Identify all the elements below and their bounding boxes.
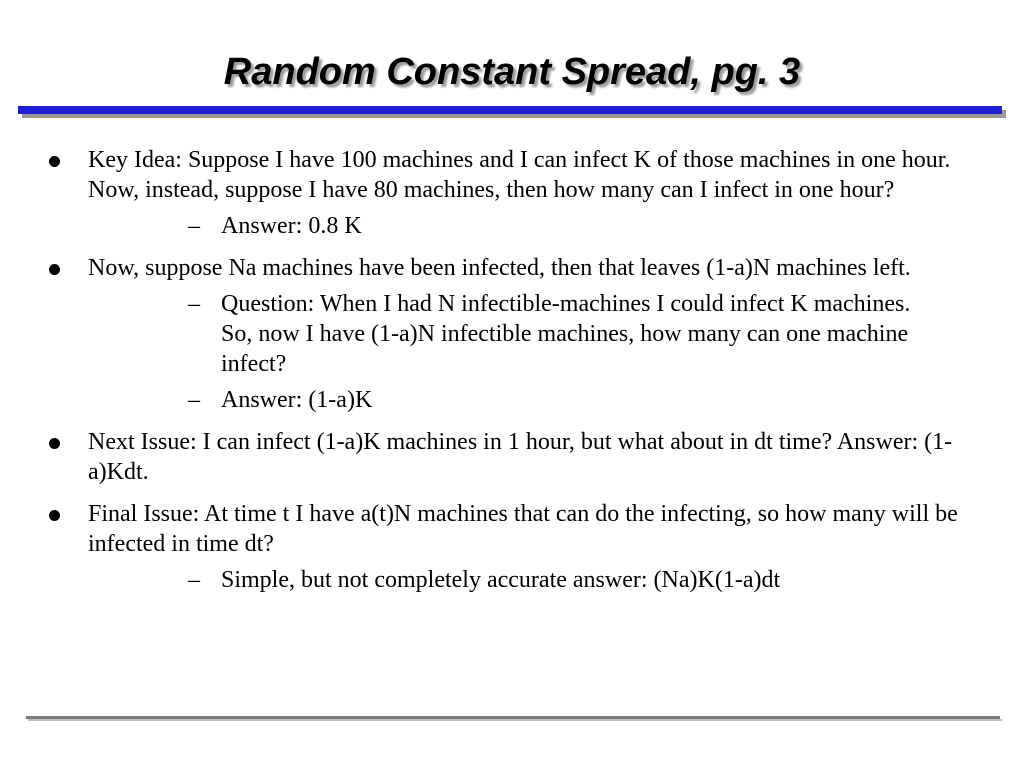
- bullet-item: [0, 253, 1024, 415]
- slide-content: [0, 145, 1024, 607]
- bullet-text: Now, suppose Na machines have been infected, then that leaves (1-a)N machines left.: [88, 255, 911, 281]
- dash-icon: –: [188, 387, 200, 413]
- bullet-item: [0, 427, 1024, 487]
- bullet-item: [0, 145, 1024, 241]
- sub-bullet-item: [88, 289, 984, 379]
- bullet-dot-icon: [49, 438, 60, 449]
- sub-bullet-item: [88, 565, 984, 595]
- title-rule: [18, 106, 1002, 114]
- bullet-item: [0, 499, 1024, 595]
- bottom-rule: [26, 716, 1000, 719]
- bullet-text: Final Issue: At time t I have a(t)N machines that can do the infecting, so how many will be infected in time dt?: [88, 501, 958, 557]
- dash-icon: –: [188, 213, 200, 239]
- sub-bullet-text: Question: When I had N infectible-machines I could infect K machines. So, now I have (1-a)N infectible machines, how many can one machine infect?: [221, 291, 911, 377]
- slide-title: Random Constant Spread, pg. 3: [223, 51, 801, 93]
- dash-icon: –: [188, 567, 200, 593]
- sub-bullet-text: Answer: (1-a)K: [221, 387, 373, 413]
- bottom-rule-shadow: [28, 719, 1002, 721]
- sub-bullet-item: [88, 385, 984, 415]
- bullet-text: Next Issue: I can infect (1-a)K machines in 1 hour, but what about in dt time? Answer: (1-a)Kdt.: [88, 429, 953, 485]
- dash-icon: –: [188, 291, 200, 317]
- sub-bullet-text: Answer: 0.8 K: [221, 213, 362, 239]
- bullet-dot-icon: [49, 510, 60, 521]
- bullet-dot-icon: [49, 156, 60, 167]
- bullet-dot-icon: [49, 264, 60, 275]
- sub-bullet-item: [88, 211, 984, 241]
- bullet-text: Key Idea: Suppose I have 100 machines and I can infect K of those machines in one hour. Now, instead, suppose I have 80 machines, then how many can I infect in one hour?: [88, 147, 951, 203]
- sub-bullet-text: Simple, but not completely accurate answer: (Na)K(1-a)dt: [221, 567, 781, 593]
